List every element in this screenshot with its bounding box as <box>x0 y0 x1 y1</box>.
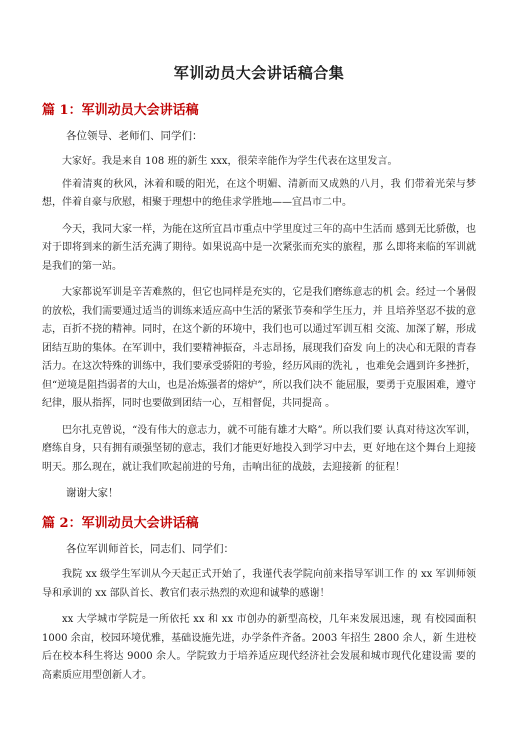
article-1-paragraph-5: 巴尔扎克曾说，“没有伟大的意志力，就不可能有雄才大略”。所以我们要 认真对待这次军训，磨练自身，只有拥有顽强坚韧的意志，我们才能更好地投入到学习中去，更 好地在这个舞台上迎接明天。那么现在，就让我们吹起前进的号角，击响出征的战鼓，去迎接新 的征程！ <box>42 424 476 473</box>
article-2-paragraph-2: xx 大学城市学院是一所依托 xx 和 xx 市创办的新型高校，几年来发展迅速，现 有校园面积 1000 余亩，校园环境优雅，基础设施先进，办学条件齐备。2003 年招生 2800 余人，新 生进校后在校本科生将达 9000 余人。学院致力于培养适应现代经济社会发展和城市现代化建设需 要的高素质应用型创新人才。 <box>42 614 476 681</box>
article-1-paragraph-2: 伴着清爽的秋风，沐着和暖的阳光，在这个明媚、清新而又成熟的八月，我 们带着光荣与梦想，伴着自豪与欣慰，相聚于理想中的绝佳求学胜地——宜昌市二中。 <box>42 178 476 208</box>
article-2-paragraph-1: 我院 xx 级学生军训从今天起正式开始了，我谨代表学院向前来指导军训工作 的 xx 军训师领导和承训的 xx 部队首长、教官们表示热烈的欢迎和诚挚的感谢！ <box>42 569 476 599</box>
article-2 <box>42 512 476 685</box>
article-1-heading: 篇 1：军训动员大会讲话稿 <box>42 103 199 118</box>
article-1 <box>42 99 476 500</box>
article-1-paragraph-3: 今天，我同大家一样，为能在这所宜昌市重点中学里度过三年的高中生活而 感到无比骄傲，也对于即将到来的新生活充满了期待。如果说高中是一次紧张而充实的旅程，那 么即将来临的军训就是我们的第一站。 <box>42 223 476 272</box>
article-2-greeting: 各位军训师首长，同志们、同学们： <box>66 543 234 555</box>
article-1-greeting: 各位领导、老师们、同学们： <box>66 130 203 142</box>
article-2-heading: 篇 2：军训动员大会讲话稿 <box>42 516 199 531</box>
article-1-thanks: 谢谢大家！ <box>66 487 119 499</box>
document-title: 军训动员大会讲话稿合集 <box>173 64 345 82</box>
article-1-paragraph-4: 大家都说军训是辛苦难熬的，但它也同样是充实的，它是我们磨练意志的机 会。经过一个暑假的放松，我们需要通过适当的训练来适应高中生活的紧张节奏和学生压力，并 且培养坚忍不拔的意志，百折不挠的精神。同时，在这个新的环境中，我们也可以通过军训互相 交流、加深了解，形成团结互助的集体。在军训中，我们要精神振奋，斗志昂扬，展现我们奋发 向上的决心和无限的青春活力。在这次特殊的训练中，我们要承受骄阳的考验，经历风雨的洗礼 ，也难免会遇到许多挫折，但“逆境是阻挡弱者的大山，也是冶炼强者的熔炉”，所以我们决不 能屈服，要勇于克服困难，遵守纪律，服从指挥，同时也要做到团结一心，互相督促，共同提高 。 <box>42 287 476 409</box>
article-1-paragraph-1: 大家好。我是来自 108 班的新生 xxx，很荣幸能作为学生代表在这里发言。 <box>62 156 398 167</box>
